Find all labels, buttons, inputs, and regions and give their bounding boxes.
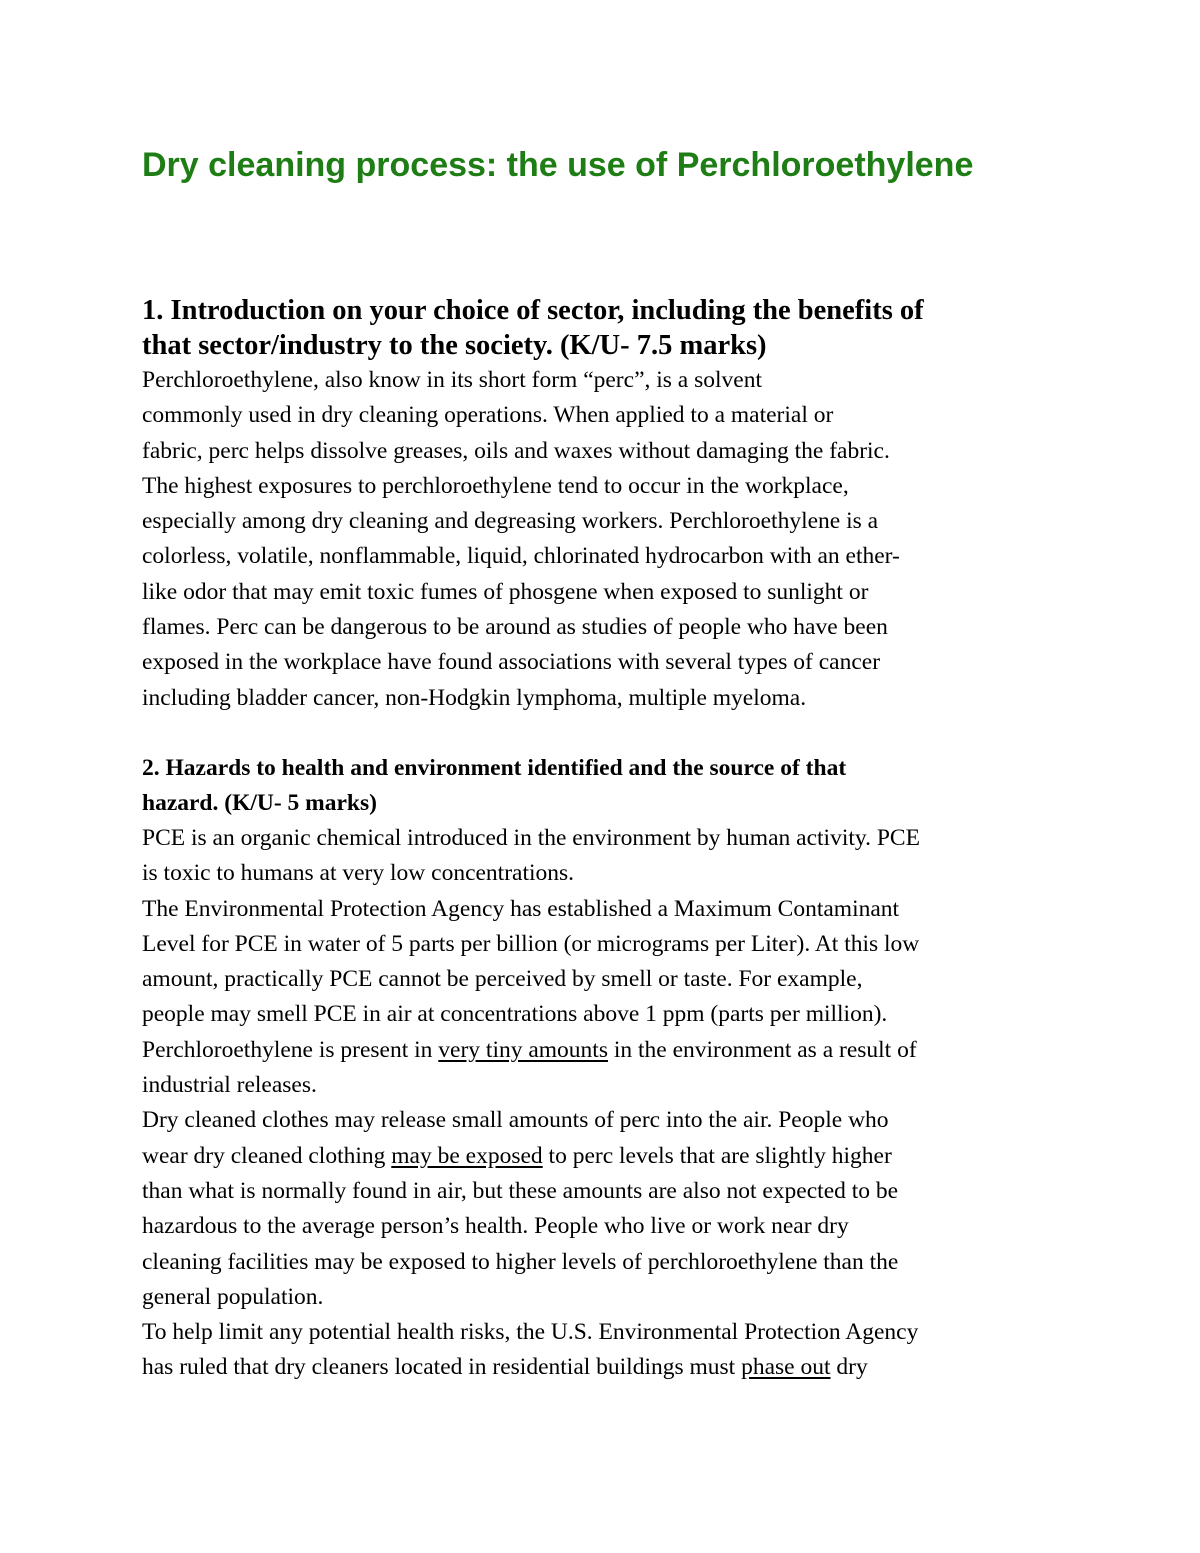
line-text: wear dry cleaned clothing — [142, 1142, 392, 1169]
section1-line: especially among dry cleaning and degreasing workers. Perchloroethylene is a — [142, 508, 879, 535]
section2-line — [142, 1139, 1082, 1174]
section2-body — [142, 821, 1082, 1386]
underlined-phrase-may-be-exposed: may be exposed — [391, 1142, 543, 1169]
section2-heading — [142, 751, 846, 822]
section2-line: Level for PCE in water of 5 parts per billion (or micrograms per Liter). At this low — [142, 930, 920, 957]
underlined-phrase-very-tiny-amounts: very tiny amounts — [438, 1036, 608, 1063]
line-text: in the environment as a result of — [607, 1036, 917, 1063]
underlined-phrase-phase-out: phase out — [741, 1354, 831, 1381]
section2-line: Dry cleaned clothes may release small amounts of perc into the air. People who — [142, 1107, 889, 1134]
section2-line: industrial releases. — [142, 1072, 317, 1099]
section2-line: hazardous to the average person’s health. People who live or work near dry — [142, 1213, 849, 1240]
section1-heading-line-2: that sector/industry to the society. (K/U- 7.5 marks) — [142, 330, 767, 361]
section2-line: PCE is an organic chemical introduced in the environment by human activity. PCE — [142, 825, 920, 851]
section1-line: fabric, perc helps dissolve greases, oils and waxes without damaging the fabric. — [142, 437, 890, 464]
line-text: Perchloroethylene is present in — [142, 1036, 439, 1063]
section1-line: including bladder cancer, non-Hodgkin lymphoma, multiple myeloma. — [142, 684, 807, 711]
line-text: dry — [830, 1354, 868, 1381]
section1-line: flames. Perc can be dangerous to be around as studies of people who have been — [142, 614, 888, 641]
document-title: Dry cleaning process: the use of Perchloroethylene — [142, 146, 974, 184]
section1-line: commonly used in dry cleaning operations. When applied to a material or — [142, 402, 834, 429]
section2-line: than what is normally found in air, but these amounts are also not expected to be — [142, 1177, 899, 1204]
section2-line: amount, practically PCE cannot be perceived by smell or taste. For example, — [142, 966, 863, 993]
section2-line — [142, 1350, 1082, 1385]
section1-line: Perchloroethylene, also know in its short form “perc”, is a solvent — [142, 367, 762, 393]
section2-line: The Environmental Protection Agency has established a Maximum Contaminant — [142, 895, 900, 922]
section1-body — [142, 363, 1082, 716]
section2-line: people may smell PCE in air at concentrations above 1 ppm (parts per million). — [142, 1001, 888, 1028]
section2-line — [142, 1033, 1082, 1068]
section1-line: like odor that may emit toxic fumes of phosgene when exposed to sunlight or — [142, 578, 869, 605]
section1-line: The highest exposures to perchloroethylene tend to occur in the workplace, — [142, 472, 849, 499]
section2-heading-line-2: hazard. (K/U- 5 marks) — [142, 790, 377, 817]
section2-line: To help limit any potential health risks, the U.S. Environmental Protection Agency — [142, 1319, 919, 1346]
section2-line: cleaning facilities may be exposed to higher levels of perchloroethylene than the — [142, 1248, 899, 1275]
section2-heading-line-1: 2. Hazards to health and environment identified and the source of that — [142, 755, 847, 781]
section2-line: general population. — [142, 1283, 324, 1310]
line-text: has ruled that dry cleaners located in residential buildings must — [142, 1354, 742, 1381]
section1-heading — [142, 293, 1082, 363]
section2-line: is toxic to humans at very low concentrations. — [142, 860, 575, 887]
section1-line: colorless, volatile, nonflammable, liquid, chlorinated hydrocarbon with an ether- — [142, 543, 900, 570]
section1-heading-line-1: 1. Introduction on your choice of sector, including the benefits of — [142, 295, 924, 326]
line-text: to perc levels that are slightly higher — [542, 1142, 892, 1169]
section1-line: exposed in the workplace have found associations with several types of cancer — [142, 649, 881, 676]
